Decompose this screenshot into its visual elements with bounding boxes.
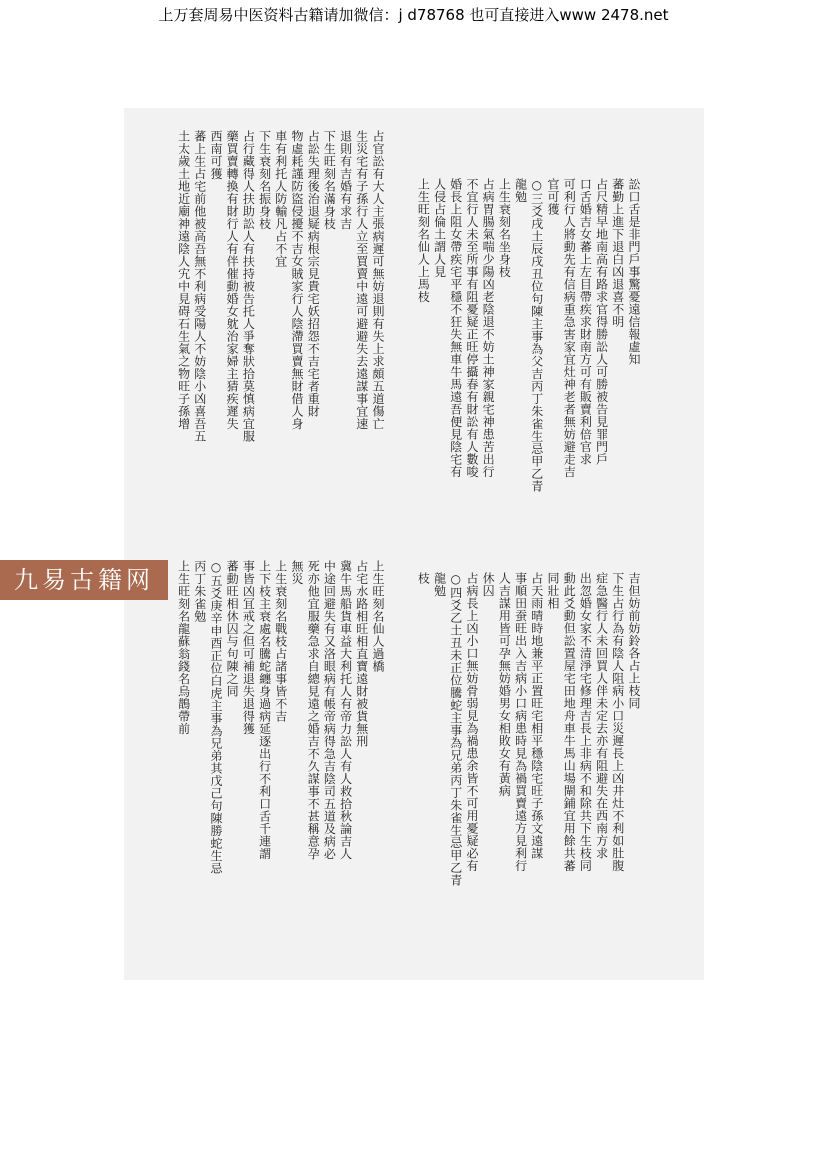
text-column: 冀牛馬船貨車益大利托人有帝力訟人有人救拾秋論吉人 [338,560,353,860]
text-column: 龍勉 [432,572,447,597]
text-column: 丙丁朱雀勉 [192,560,207,623]
text-column: 生災宅有子孫行人立至買賣中遠可避避失去遠謀事宜速 [354,130,369,430]
text-column: 退則有吉婚有求吉 [338,130,353,230]
text-column: 不宜行人未至所事有阻憂疑正旺停攝春有財訟有人數唆 [464,178,479,478]
text-block-top-right [404,178,642,548]
text-column: 下生占行為有陰人阻病小口災遲長上凶井灶不利如肚腹 [610,572,625,872]
text-column: 上生衰刻名坐身枝 [497,178,512,278]
text-column: 物虛耗謹防盜侵擾不吉女賊家行人陰滯買賣無財借人身 [289,130,304,430]
text-block-top-left [130,130,386,530]
text-column: ○五爻庚辛申酉正位白虎主事為兄弟其戊己句陳勝蛇生忌 [208,560,223,875]
text-column: 訟口舌是非門戶事驚憂遠信報虛知 [627,178,641,366]
text-column: 下生衰刻名振身枝 [257,130,272,230]
text-column: 藥買賣轉換有財行人有伴催動婚女躭治家婦主猜疾遲失 [225,130,240,430]
text-column: 口舌婚吉女蕃上左目帶疾求財南方可有販賣利倍官求 [578,178,593,466]
text-column: 上生旺刻名仙人上馬枝 [416,178,431,303]
text-column: 婚長上阻女帶疾宅平穩不狂失無車牛馬遠吾便見陰宅有 [448,178,463,478]
watermark-logo: 九易古籍网 [0,560,168,600]
text-column: 出忽婚女家不清淨宅修理吉長上非病不和除共下生枝同 [578,572,593,872]
text-column: 龍勉 [513,178,528,203]
text-column: 蕃上生占宅前他被高吾無不利病受陽人不妨陰小凶喜吾五 [192,130,207,443]
text-block-bottom-right [404,572,642,947]
text-column: 上生旺刻名龍蘇翁錢名烏鵲帶前 [176,560,191,735]
page-header: 上万套周易中医资料古籍请加微信：j d78768 也可直接进入www 2478.net [158,6,669,24]
text-column: 無災 [289,560,304,585]
text-column: 死亦他宜服藥急求自總見遠之婚吉不久謀事不甚稱意孕 [306,560,321,860]
text-column: 動此爻動但訟置屋宅田地舟車牛馬山場閘鋪宜用餘共蕃 [562,572,577,872]
text-column: 占病長上凶小口無妨骨弱見為禍患余皆不可用憂疑必有 [464,572,479,872]
text-column: 占訟失理後治退疑病根宗見貴宅妖招怨不吉宅者重財 [306,130,321,418]
text-column: 土太歲土地近廟神遠陰人宄中見碍石生氣之物旺子孫增 [176,130,191,430]
text-column: 事順田蚕旺出入吉病小口病患時見為禍買賣遠方見利行 [513,572,528,872]
text-column: 同壯相 [545,572,560,610]
text-column: 占官訟有大人主張病遲可無妨退則有失上求頗五道傷亡 [371,130,385,430]
text-column: 可利行人將動先有信病重急害家宜灶神老者無妨避走吉 [562,178,577,478]
text-column: 蕃動旺相休囚与句陳之同 [225,560,240,698]
text-column: 上生旺刻名仙人過橋 [371,560,385,673]
text-column: 症急醫行人未回買人伴未定去亦有阻避失在西南方求 [594,572,609,860]
text-column: ○三爻戌土辰戌丑位句陳主事為父吉丙丁朱雀生忌甲乙青 [529,178,544,493]
text-column: 吉但妨前妨鈴各占上枝同 [627,572,641,710]
text-column: 事皆凶冝戒之但可補退失退得獲 [241,560,256,735]
text-column: 車有利托人防輸凡占不宜 [273,130,288,268]
text-column: 休囚 [481,572,496,597]
text-column: 占宅水路相旺相直寶遠財被貨無刑 [354,560,369,748]
text-column: 人吉謀用皆可孕無妨婚男女相敗女有黃病 [497,572,512,797]
text-column: 蕃勤上進下退白凶退喜不明 [610,178,625,328]
text-column: 官可獲 [545,178,560,216]
text-block-bottom-left [130,560,386,880]
text-column: 占天雨晴時地兼平正置旺宅相平穩陰宅旺子孫文遠謀 [529,572,544,860]
text-column: 下生旺刻名滿身枝 [322,130,337,230]
text-column: 上下枝主衰處名騰蛇纏身過病延逐出行不利口舌千連謂 [257,560,272,860]
text-column: 上生衰刻名戰枝占諸事皆不吉 [273,560,288,723]
text-column: 占尺精早地南高有路求官得勝訟人可勝被告見罪門戶 [594,178,609,466]
text-column: 中途回避失有又洛眼病有帳帝病得急吉陰司五道及病必 [322,560,337,860]
text-column: ○四爻乙土丑未正位騰蛇主事為兄弟丙丁朱雀生忌甲乙青 [448,572,463,887]
text-column: 人侵占倫土謂人見 [432,178,447,278]
text-column: 占行藏得人扶助訟人有扶持被告托人爭奪狀拾莫慎病宜服 [241,130,256,443]
text-column: 西南可獲 [208,130,223,180]
text-column: 占病胃腸氣喘少陽凶老陰退不妨土神家親宅神患苦出行 [481,178,496,478]
text-column: 枝 [416,572,431,585]
